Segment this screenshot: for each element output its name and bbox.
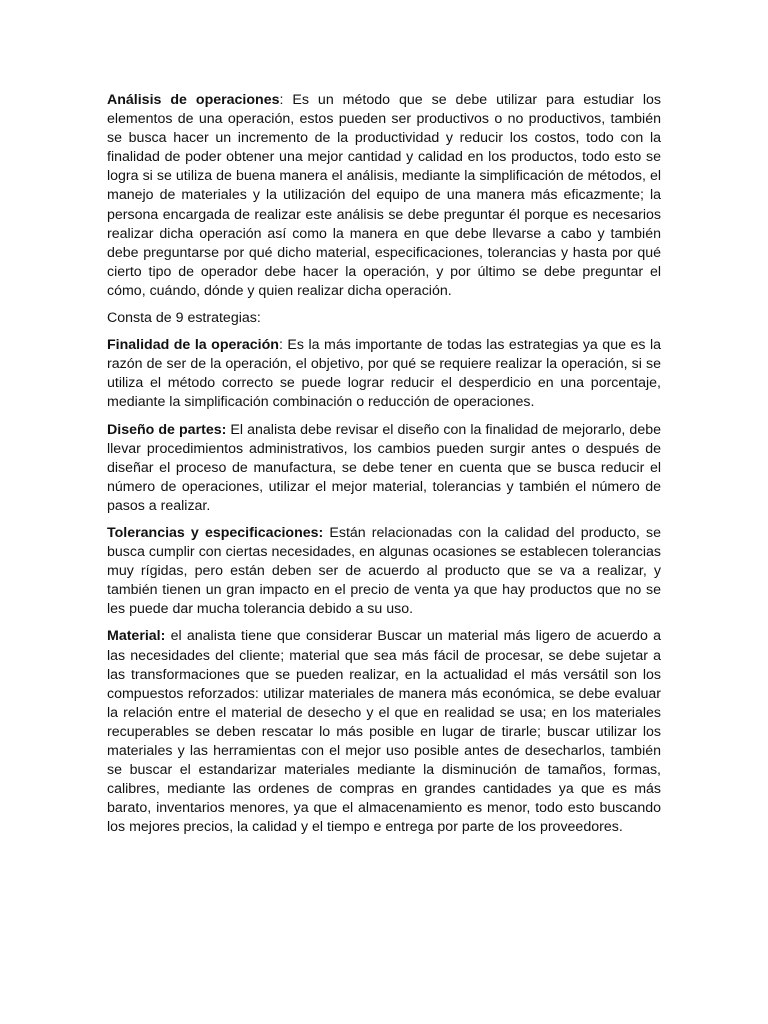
term-diseno-de-partes: Diseño de partes: <box>107 421 227 438</box>
paragraph-text: Consta de 9 estrategias: <box>107 310 261 327</box>
paragraph-analisis-de-operaciones <box>107 91 661 301</box>
paragraph-finalidad-de-la-operacion <box>107 336 661 412</box>
term-finalidad-de-la-operacion: Finalidad de la operación <box>107 337 279 354</box>
term-analisis-de-operaciones: Análisis de operaciones <box>107 92 280 108</box>
paragraph-text: Es un método que se debe utilizar para estudiar los elementos de una operación, estos pueden ser productivos o no productivos, también se busca hacer un incremento de la productividad y reducir los costos, todo con la finalidad de poder obtener una mejor cantidad y calidad en los productos, todo esto se logra si se utiliza de buena manera el análisis, mediante la simplificación de métodos, el manejo de materiales y la utilización del equipo de una manera más eficazmente; la persona encargada de realizar este análisis se debe preguntar él porque es necesarios realizar dicha operación así como la manera en que debe llevarse a cabo y también debe preguntarse por qué dicho material, especificaciones, tolerancias y hasta por qué cierto tipo de operador debe hacer la operación, y por último se debe preguntar el cómo, cuándo, dónde y quien realizar dicha operación. <box>107 92 661 299</box>
paragraph-text: Están relacionadas con la calidad del producto, se busca cumplir con ciertas necesidades, en algunas ocasiones se establecen tolerancias muy rígidas, pero están deben ser de acuerdo al producto que se va a realizar, y también tienen un gran impacto en el precio de venta ya que hay productos que no se les puede dar mucha tolerancia debido a su uso. <box>107 524 661 618</box>
paragraph-diseno-de-partes <box>107 421 661 516</box>
document-page <box>107 91 661 845</box>
paragraph-text: El analista debe revisar el diseño con la finalidad de mejorarlo, debe llevar procedimientos administrativos, los cambios pueden surgir antes o después de diseñar el proceso de manufactura, se debe tener en cuenta que se busca reducir el número de operaciones, utilizar el mejor material, tolerancias y también el número de pasos a realizar. <box>107 421 661 514</box>
paragraph-text: el analista tiene que considerar Buscar un material más ligero de acuerdo a las necesidades del cliente; material que sea más fácil de procesar, se debe sujetar a las transformaciones que se pueden realizar, en la actualidad el más versátil son los compuestos reforzados: utilizar materiales de manera más económica, se debe evaluar la relación entre el material de desecho y el que en realidad se usa; en los materiales recuperables se deben rescatar lo más posible en lugar de tirarle; buscar utilizar los materiales y las herramientas con el mejor uso posible antes de desecharlos, también se buscar el estandarizar materiales mediante la disminución de tamaños, formas, calibres, mediante las ordenes de compras en grandes cantidades ya que es más barato, inventarios menores, ya que el almacenamiento es menor, todo esto buscando los mejores precios, la calidad y el tiempo e entrega por parte de los proveedores. <box>107 628 661 836</box>
paragraph-tolerancias-y-especificaciones <box>107 524 661 619</box>
term-material: Material: <box>107 628 166 645</box>
paragraph-consta-de-estrategias <box>107 309 661 328</box>
term-separator: : <box>279 92 293 108</box>
paragraph-text: Es la más importante de todas las estrategias ya que es la razón de ser de la operación, el objetivo, por qué se requiere realizar la operación, si se utiliza el método correcto se puede lograr reducir el desperdicio en una porcentaje, mediante la simplificación combinación o reducción de operaciones. <box>107 337 661 411</box>
term-tolerancias-y-especificaciones: Tolerancias y especificaciones: <box>107 524 324 541</box>
term-separator: : <box>278 337 288 354</box>
paragraph-material <box>107 627 661 837</box>
